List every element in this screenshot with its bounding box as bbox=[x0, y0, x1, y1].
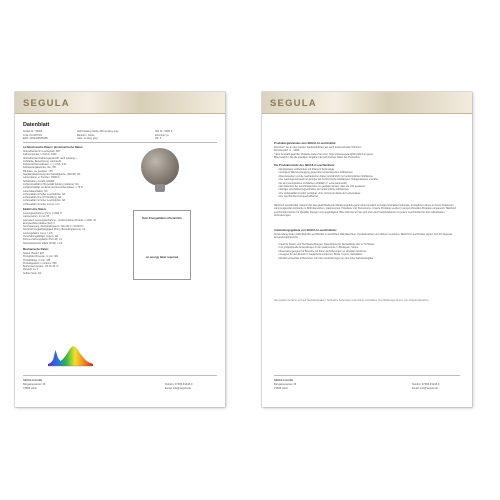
electrical-data-heading: Elektrische Daten: bbox=[23, 208, 47, 211]
list-item: • Die Leuchtmittel sind quecksilberfrei bbox=[278, 195, 318, 199]
applications-heading: Anwendungsgebiete von SEGULA Leuchtmitteln: bbox=[274, 229, 337, 232]
spec-line: Produktlänge, in mm: 335 bbox=[23, 258, 51, 262]
list-item: • Einzigartiges Lichterlebnis mit Filament Technologie bbox=[278, 168, 335, 171]
list-item: • Die Lichtqualität ist sofort verfügbar, ohne Verlust am Ende der Lebensdauer bbox=[278, 191, 361, 195]
spec-line: Leistungsaufnahme (Pon), in Watt: 8 bbox=[23, 212, 62, 215]
spec-line: Netzspannungsabhängigkeit (Pon) / Betriebsspannung: V1 bbox=[23, 228, 86, 232]
datasheet-page-2 bbox=[262, 92, 472, 407]
list-item: • Das Aussehen und die mechanischen Daten sind ähnlich zur herkömmlichen Glühlampe bbox=[278, 174, 373, 178]
footer-street: Bergasseweiner 15 bbox=[23, 383, 46, 386]
spec-line: Lichtqualität ohne UV-Strahlung: NA bbox=[23, 196, 62, 200]
spec-line: Leistungsfaktor cos φ: ≥ 0.5 bbox=[23, 231, 53, 235]
header-banner bbox=[15, 92, 225, 114]
meta-cell: 300 Nr.: 5000 K bbox=[155, 130, 173, 133]
description-paragraph: SEGULA Leuchtmittel, bekannt für das gleichbleibende Markenergebnis ganz ohne künstlich erzeugte Charaktermerkmale, ermöglichen Ihnen in Ihrem Projekt ein stimmungsvolles Ambiente in Wohnbereichen, Gastronomie, Hotellerie und Showrooms. Unsere Produkte werden in anspruchsvollen Projekten eingesetzt. SEGULA Leuchtmittel stehen für Qualität, Design und Langlebigkeit. Bitte informieren Sie sich über die Produktvarianten zu jedem Leuchtmittel für Ihre individuellen Anforderungen. bbox=[274, 204, 456, 218]
list-item: • Geringere Wärmeerzeugung gegenüber konventionellen Glühlampen bbox=[278, 171, 353, 175]
spec-line: Standardabweichung des Farbabgleiche, (SDCM): NA bbox=[23, 173, 81, 177]
spec-line: Lebensdauerfaktor: NA bbox=[23, 189, 48, 193]
meta-cell: Bauform: Globe bbox=[77, 133, 95, 137]
energy-label-bottom-text: no energy label required bbox=[145, 255, 179, 259]
spec-line: Lichtfarbe, Bezeichnung: warmweiß bbox=[23, 159, 61, 163]
divider bbox=[23, 142, 217, 143]
header-banner bbox=[262, 92, 472, 114]
spec-line: Farbwertortskoordinaten: x / y 0.53 / 0.41 bbox=[23, 163, 67, 167]
mechanical-data-list bbox=[23, 252, 128, 275]
spec-line: Äquivalent Leistungsaufnahme – herkömmliches Produkt, in Watt: 30 bbox=[23, 218, 96, 222]
meta-cell: LED Floating Globe 300 smokey gray bbox=[77, 130, 119, 133]
electrical-data-list bbox=[23, 212, 131, 245]
text-line: Dimmbereich: 0 – 100% bbox=[274, 149, 300, 153]
footer-email: Email: info@segula.de bbox=[165, 387, 191, 390]
benefits-list bbox=[278, 168, 460, 199]
spec-line: Lebensdauer, in Stunden: 15000 h bbox=[23, 176, 60, 180]
list-item: • Ein Abdecken der Leuchtmittel kann so gestaltet werden, dass sie echt aussehen bbox=[278, 184, 366, 188]
list-item: • Ideal für Studio- und Tischbeleuchtungen, Beleuchtung für Showeffekte oder in TV-Shows bbox=[278, 243, 375, 246]
segula-logo: SEGULA bbox=[270, 98, 317, 109]
spectrum-area bbox=[48, 346, 93, 366]
list-item: • Geeignet für den Einsatz in Gewerbeinnenräumen, Büros, Foyers, Gaststätten bbox=[278, 253, 363, 257]
product-notes-heading: Produktergänzendes zum SEGULA Leuchtmittel: bbox=[274, 142, 337, 145]
list-item: • Besonders geeignet für Bereiche mit hohen Anforderungen an stilvollem Ambiente bbox=[278, 249, 367, 253]
spec-line: Lichtqualität mit hoher Leuchtdichte: NA bbox=[23, 192, 66, 196]
spec-line: Produktgewicht, in Gramm: 860 bbox=[23, 261, 57, 265]
product-notes-list bbox=[274, 146, 460, 160]
meta-cell: Linie: FLOATING bbox=[23, 133, 42, 137]
spec-line: Farbwiedergabeindex, Ra: >85 bbox=[23, 166, 56, 170]
meta-cell: Artikel-Nr.: 55060 bbox=[23, 130, 43, 133]
footer-email: Email: info@segula.de bbox=[412, 387, 438, 390]
list-item: • Einfach einsetzbar in Bereichen mit hohen Anforderungen an eine hohe Farbwiedergabe bbox=[278, 256, 374, 260]
spec-line: Schaltzyklen, Anzahl: 100000 bbox=[23, 179, 55, 183]
text-line: * Eine Auswahl geprüfter Produkte finden Sie unter: https://www.segula.lighting/dimmer-types/ bbox=[274, 152, 374, 156]
applications-list bbox=[278, 243, 460, 260]
lamp-socket-image bbox=[155, 184, 165, 192]
list-item: • Für professionelle Anwendungen in der Gastronomie, in Boutiquen, Shops bbox=[278, 246, 359, 250]
spec-line: Zierstoff: ca. 0 bbox=[23, 268, 39, 272]
spec-line: Sockel, Bauart: E27 bbox=[23, 252, 45, 255]
spec-line: Lichtqualität mit hoher Lumen / nm bbox=[23, 202, 60, 206]
spec-line: Nennspannung / Betriebsfrequenz: 220-240 V / 50-60 Hz bbox=[23, 225, 84, 229]
spec-line: Flimmer-Störungsfaktor (Pst LM): 0,1 bbox=[23, 238, 63, 242]
meta-cell: Dimmbar: ja bbox=[155, 133, 169, 137]
list-item: • Der Leistungsverbrauch ist geringer als herkömmliche Glühlampen, Halogenlampen und ESL bbox=[278, 178, 379, 182]
footer-phone: Telefon: 07483-91218-0 bbox=[165, 383, 193, 386]
mechanical-data-heading: Mechanische Daten: bbox=[23, 248, 49, 251]
disclaimer-text: Alle Angaben beziehen sich auf Herstellerangaben. Technische Änderungen und Irrtümer vorbehalten. Die Abbildungen können vom Original abweichen. bbox=[274, 300, 430, 302]
spec-line: Abstrahlwinkel Farbtemperaturdiff. nach Leistung: -- bbox=[23, 156, 78, 160]
spec-line: Betriebstemperatur: -20 bis 35 °C bbox=[23, 265, 59, 269]
light-data-list bbox=[23, 150, 128, 206]
spec-line: Lampenstrom, in mA: 65 bbox=[23, 215, 50, 219]
benefits-heading: Die Produktvorteile des SEGULA Leuchtmittels: bbox=[274, 164, 335, 167]
page-title: Datenblatt bbox=[23, 122, 50, 128]
light-data-heading: Lichttechnische Daten / photometrische Daten: bbox=[23, 146, 84, 149]
spec-line: Energieeffizienzklasse (EU): F bbox=[23, 221, 56, 225]
segula-logo: SEGULA bbox=[23, 98, 70, 109]
text-line: Dimmbar*: Ja, an den meisten handelsüblichen wie auch professionellen Dimmern bbox=[274, 146, 362, 149]
spec-line: Lichtqualität mit hoher Leuchtdichte: NA bbox=[23, 199, 66, 203]
meta-cell: VE: 3 bbox=[155, 137, 162, 140]
energy-label-top-text: Kein Energielabel erforderlich bbox=[142, 216, 182, 220]
spec-line: Farbtemperatur, in Kelvin: 1900 bbox=[23, 153, 57, 157]
meta-cell: EAN: 4260443535468 bbox=[23, 137, 48, 140]
applications-intro: Verwendung finden LED-Retrofit Leuchtmittel in sämtlichen Wandleuchten, Pendelleuchten und offenen Leuchten. SEGULA Leuchtmittel eignen sich für folgende Anwendungsbereiche: bbox=[274, 233, 453, 240]
footer-divider bbox=[274, 375, 460, 376]
spec-line: Produktdurchmesser, in mm: 300 bbox=[23, 255, 59, 259]
spec-line: Stroboskopischer Effekt (SVM): ≤ 0,4 bbox=[23, 241, 63, 245]
spec-line: Lichtstromabfall, am Ende der Nennlebensdauer: ≥ 70 % bbox=[23, 186, 84, 190]
footer-city: 73566 Hock bbox=[23, 387, 37, 390]
energy-label-box bbox=[133, 210, 191, 280]
spec-line: R9-Index, ca. geeignet: >50 bbox=[23, 169, 53, 173]
footer-company: SEGULA GmbH bbox=[23, 379, 43, 382]
list-item: • Weniger anschaltverzugsverhalten als herkömmliche Glühlampen bbox=[278, 188, 349, 192]
lamp-globe-image bbox=[141, 148, 179, 186]
spec-line: Lichtstromabfall (L70) gemäß Fehlung (Lifetime): NA bbox=[23, 182, 79, 186]
meta-cell: Glas: smokey gray bbox=[77, 137, 98, 140]
datasheet-page-1 bbox=[15, 92, 225, 407]
spec-line: Abstrahlwinkel im Leerbetrieb: 320° bbox=[23, 150, 61, 153]
footer-phone: Telefon: 07483-91218-0 bbox=[412, 383, 440, 386]
footer-street: Bergasseweiner 15 bbox=[274, 383, 297, 386]
spec-line: Verschaltungsfähiger (L/ges): NA bbox=[23, 235, 59, 239]
footer-city: 73566 Hock bbox=[274, 387, 288, 390]
spec-line: Aufbau Seite: NA bbox=[23, 271, 42, 275]
text-line: Bitte beachten Sie die jeweiligen Angaben der technischen Daten des Herstellers. bbox=[274, 156, 361, 160]
list-item: • Es sind verschiedene Lichtfarben erhältlich (z. extra-warmweiß) bbox=[278, 181, 347, 185]
footer-company: SEGULA GmbH bbox=[274, 379, 294, 382]
spectrum-chart bbox=[48, 344, 93, 368]
footer-divider bbox=[23, 375, 217, 376]
